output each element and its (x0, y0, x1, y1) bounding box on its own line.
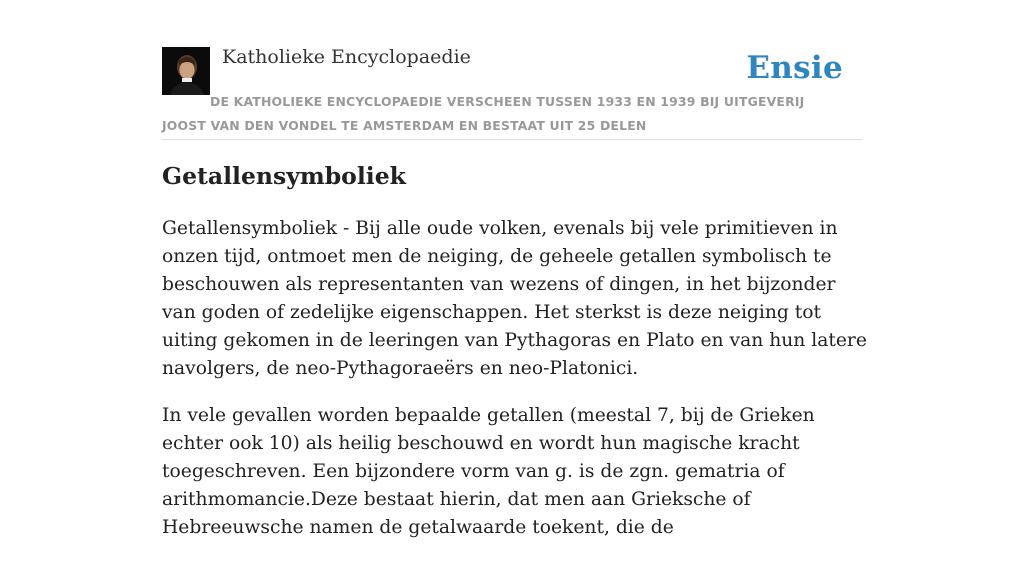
site-subtitle: DE KATHOLIEKE ENCYCLOPAEDIE VERSCHEEN TUSSEN 1933 EN 1939 BIJ UITGEVERIJ JOOST VAN DEN VONDEL TE AMSTERDAM EN BESTAAT UIT 25 DELEN (162, 94, 805, 133)
article-paragraph: Getallensymboliek - Bij alle oude volken, evenals bij vele primitieven in onzen tijd, ontmoet men de neiging, de geheele getallen symbolisch te beschouwen als representanten van wezens of dingen, in het bijzonder van goden of zedelijke eigenschappen. Het sterkst is deze neiging tot uiting gekomen in de leeringen van Pythagoras en Plato en van hun latere navolgers, de neo-Pythagoraeërs en neo-Platonici. (162, 218, 867, 379)
article-paragraph: In vele gevallen worden bepaalde getallen (meestal 7, bij de Grieken echter ook 10) als heilig beschouwd en wordt hun magische kracht toegeschreven. Een bijzondere vorm van g. is de zgn. gematria of arithmomancie.Deze bestaat hierin, dat men aan Grieksche of Hebreeuwsche namen de getalwaarde toekent, die de (162, 405, 815, 538)
portrait-avatar-icon[interactable] (162, 47, 210, 95)
ensie-logo-link[interactable]: Ensie (746, 50, 843, 86)
site-name-link[interactable]: Katholieke Encyclopaedie (222, 46, 471, 68)
article-body (162, 215, 867, 561)
site-header (162, 40, 862, 140)
page-title: Getallensymboliek (162, 162, 406, 190)
